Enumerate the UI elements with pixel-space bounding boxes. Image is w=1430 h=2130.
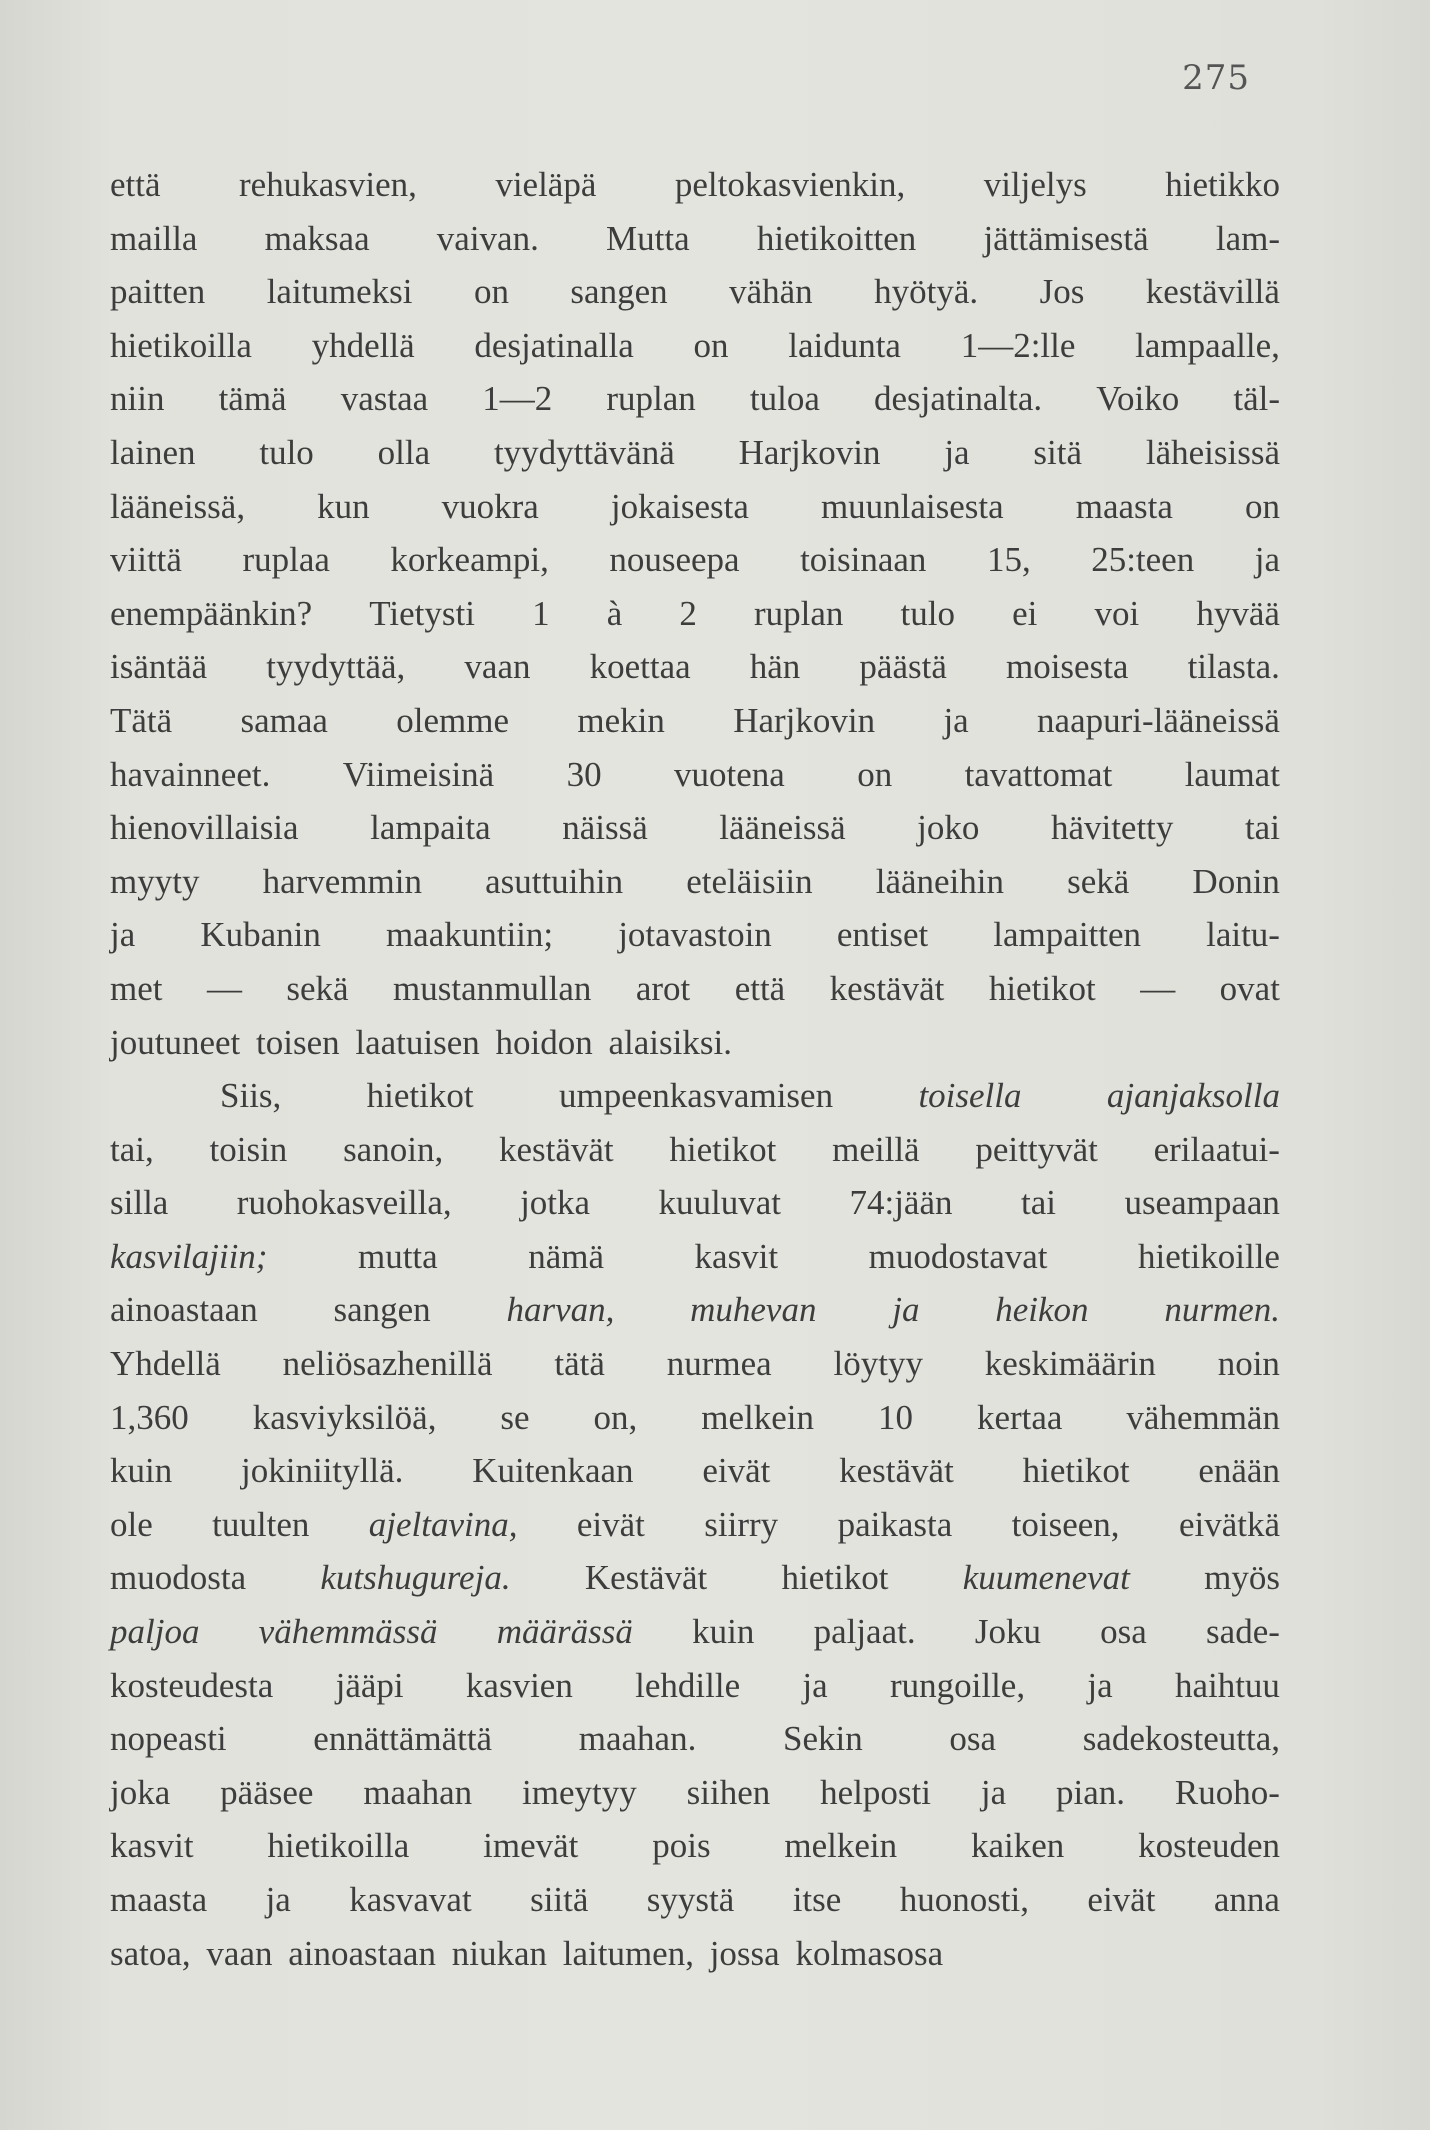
word: eivät: [1087, 1880, 1156, 1919]
word: joko: [917, 808, 980, 848]
word: toisin: [209, 1129, 288, 1169]
word: entiset: [836, 915, 929, 955]
word: pois: [652, 1826, 711, 1866]
word: à: [606, 593, 623, 633]
text-line: [110, 265, 1280, 319]
word: syystä: [646, 1880, 735, 1919]
word: asuttuihin: [485, 861, 624, 901]
word: ja: [1087, 1665, 1113, 1705]
word: ajanjaksolla: [1106, 1076, 1280, 1116]
word: desjatinalta.: [874, 379, 1043, 419]
word: maasta: [110, 1880, 208, 1919]
word: hietikot: [781, 1558, 889, 1598]
word: helposti: [820, 1772, 931, 1812]
word: samaa: [240, 700, 328, 740]
word: 1—2:lle: [960, 325, 1076, 365]
text-line: [110, 426, 1280, 480]
word: ja: [943, 700, 969, 740]
word: —: [1140, 968, 1176, 1008]
word: olemme: [396, 700, 510, 740]
word: harvemmin: [262, 861, 422, 901]
word: paitten: [110, 272, 206, 312]
word: tuloa: [749, 379, 820, 419]
word: useampaan: [1124, 1183, 1280, 1223]
word: ja: [944, 432, 970, 472]
word: tyydyttävänä: [493, 432, 675, 472]
word: vähemmän: [1126, 1397, 1280, 1437]
word: ja: [110, 915, 136, 955]
word: havainneet.: [110, 754, 271, 794]
word: vuotena: [674, 754, 785, 794]
word: ja: [1254, 540, 1280, 580]
text-line: [110, 1016, 1280, 1070]
word: maahan.: [578, 1719, 697, 1759]
word: kosteudesta: [110, 1665, 274, 1705]
word: pääsee: [220, 1772, 314, 1812]
word: ole: [110, 1504, 153, 1544]
word: sitä: [1033, 432, 1083, 472]
word: ruplan: [754, 593, 844, 633]
word: haihtuu: [1174, 1665, 1280, 1705]
word: met: [110, 968, 163, 1008]
word: heikon: [995, 1290, 1089, 1330]
word: jokaisesta: [610, 486, 749, 526]
word: sangen: [570, 272, 668, 312]
word: maksaa: [264, 218, 370, 258]
word: osa: [1100, 1612, 1147, 1652]
word: Sekin: [782, 1719, 863, 1759]
word: että: [734, 968, 786, 1008]
body-text: [110, 158, 1280, 1980]
text-line: [110, 908, 1280, 962]
word: vaan: [206, 1933, 273, 1973]
text-line: [110, 1069, 1280, 1123]
word: vieläpä: [495, 165, 597, 204]
word: Kubanin: [200, 915, 321, 955]
word: kolmasosa: [795, 1933, 944, 1973]
word: hietikoille: [1138, 1236, 1280, 1276]
word: paikasta: [837, 1504, 953, 1544]
word: on: [857, 754, 893, 794]
text-line: [110, 1498, 1280, 1552]
word: joka: [110, 1772, 171, 1812]
word: itse: [792, 1880, 842, 1919]
word: peittyvät: [975, 1129, 1098, 1169]
word: isäntää: [110, 647, 208, 687]
text-line: [110, 962, 1280, 1016]
word: huonosti,: [899, 1880, 1030, 1919]
word: hietikot: [1022, 1451, 1130, 1491]
text-line: [110, 480, 1280, 534]
word: muhevan: [690, 1290, 817, 1330]
word: hienovillaisia: [110, 808, 299, 848]
word: ennättämättä: [313, 1719, 493, 1759]
text-line: [110, 801, 1280, 855]
word: 10: [877, 1397, 913, 1437]
word: ei: [1012, 593, 1038, 633]
word: vastaa: [340, 379, 429, 419]
word: pian.: [1056, 1772, 1126, 1812]
word: jättämisestä: [983, 218, 1149, 258]
word: Kestävät: [584, 1558, 708, 1598]
word: eivät: [576, 1504, 645, 1544]
word: kestävät: [498, 1129, 614, 1169]
word: lainen: [110, 432, 196, 472]
word: silla: [110, 1183, 169, 1223]
word: laidunta: [788, 325, 901, 365]
word: määrässä: [496, 1612, 633, 1652]
text-line: [110, 1391, 1280, 1445]
word: Donin: [1192, 861, 1280, 901]
word: kasvilajiin;: [110, 1236, 268, 1276]
word: lampaita: [370, 808, 491, 848]
word: sanoin,: [343, 1129, 444, 1169]
text-line: [110, 694, 1280, 748]
text-line: [110, 158, 1280, 212]
word: hietikot: [669, 1129, 777, 1169]
word: Viimeisinä: [342, 754, 495, 794]
word: tai: [1020, 1183, 1056, 1223]
word: tyydyttää,: [266, 647, 406, 687]
word: noin: [1217, 1344, 1280, 1384]
word: vaivan.: [436, 218, 539, 258]
text-line: [110, 319, 1280, 373]
word: läheisissä: [1145, 432, 1280, 472]
word: maahan: [363, 1772, 473, 1812]
word: myös: [1204, 1558, 1280, 1598]
word: Harjkovin: [733, 700, 876, 740]
text-line: [110, 1337, 1280, 1391]
word: eteläisiin: [686, 861, 813, 901]
word: siitä: [530, 1880, 589, 1919]
word: rungoille,: [889, 1665, 1026, 1705]
word: ainoastaan: [288, 1933, 436, 1973]
word: vuokra: [441, 486, 539, 526]
word: imevät: [483, 1826, 579, 1866]
word: vähän: [729, 272, 813, 312]
word: että: [110, 165, 161, 204]
word: Jos: [1039, 272, 1085, 312]
word: umpeenkasvamisen: [558, 1076, 834, 1116]
word: siirry: [704, 1504, 779, 1544]
word: anna: [1213, 1880, 1280, 1919]
word: laitumeksi: [266, 272, 413, 312]
word: alaisiksi.: [608, 1022, 732, 1062]
word: niin: [110, 379, 165, 419]
text-line: [110, 212, 1280, 266]
word: Siis,: [220, 1076, 282, 1116]
word: mutta: [357, 1236, 438, 1276]
word: imeytyy: [522, 1772, 637, 1812]
word: keskimäärin: [984, 1344, 1156, 1384]
word: toisinaan: [800, 540, 927, 580]
word: täl-: [1233, 379, 1280, 419]
word: nämä: [528, 1236, 605, 1276]
word: ja: [265, 1880, 291, 1919]
text-line: [110, 1551, 1280, 1605]
word: laatuisen: [355, 1022, 480, 1062]
word: hietikoitten: [756, 218, 917, 258]
word: nurmen.: [1164, 1290, 1280, 1330]
word: kaiken: [970, 1826, 1065, 1866]
word: on,: [593, 1397, 638, 1437]
word: 25:teen: [1091, 540, 1195, 580]
word: kasvit: [694, 1236, 779, 1276]
word: hyötyä.: [874, 272, 979, 312]
word: melkein: [701, 1397, 815, 1437]
word: se: [500, 1397, 530, 1437]
word: 15,: [986, 540, 1031, 580]
word: lampaalle,: [1135, 325, 1280, 365]
word: joutuneet: [110, 1022, 241, 1062]
word: Ruoho-: [1174, 1772, 1280, 1812]
word: Kuitenkaan: [472, 1451, 634, 1491]
word: 1: [532, 593, 550, 633]
word: tulo: [259, 432, 314, 472]
word: siihen: [686, 1772, 771, 1812]
word: eivätkä: [1178, 1504, 1280, 1544]
word: hietikko: [1165, 165, 1280, 204]
word: kasvavat: [349, 1880, 472, 1919]
word: viittä: [110, 540, 182, 580]
word: rehukasvien,: [239, 165, 417, 204]
word: Mutta: [606, 218, 690, 258]
word: muodosta: [110, 1558, 247, 1598]
word: ja: [892, 1290, 920, 1330]
word: muodostavat: [868, 1236, 1048, 1276]
word: tulo: [900, 593, 955, 633]
word: hävitetty: [1050, 808, 1174, 848]
text-line: [110, 1444, 1280, 1498]
word: ja: [980, 1772, 1007, 1812]
word: arot: [635, 968, 691, 1008]
word: toisen: [256, 1022, 340, 1062]
word: kuin: [692, 1612, 755, 1652]
word: ruplan: [606, 379, 696, 419]
word: kuuluvat: [658, 1183, 782, 1223]
text-line: [110, 1123, 1280, 1177]
word: enään: [1198, 1451, 1280, 1491]
text-line: [110, 748, 1280, 802]
word: tuulten: [212, 1504, 310, 1544]
text-line: [110, 1927, 1280, 1981]
word: hyvää: [1196, 593, 1280, 633]
word: muunlaisesta: [820, 486, 1004, 526]
text-line: [110, 1230, 1280, 1284]
word: satoa,: [110, 1933, 191, 1973]
word: ruplaa: [242, 540, 330, 580]
text-line: [110, 1659, 1280, 1713]
word: tai,: [110, 1129, 154, 1169]
word: kuumenevat: [962, 1558, 1130, 1598]
word: 2: [679, 593, 697, 633]
word: sekä: [286, 968, 349, 1008]
word: on: [473, 272, 509, 312]
word: myyty: [110, 861, 200, 901]
word: vähemmässä: [258, 1612, 438, 1652]
word: kestävät: [839, 1451, 954, 1491]
word: voi: [1094, 593, 1140, 633]
word: naapuri-lääneissä: [1037, 700, 1280, 740]
text-line: [110, 372, 1280, 426]
word: Joku: [974, 1612, 1041, 1652]
text-line: [110, 1819, 1280, 1873]
word: ajeltavina,: [368, 1504, 518, 1544]
text-line: [110, 855, 1280, 909]
word: laumat: [1184, 754, 1280, 794]
text-line: [110, 1766, 1280, 1820]
word: sangen: [333, 1290, 431, 1330]
word: 1,360: [110, 1397, 189, 1437]
word: sadekosteutta,: [1082, 1719, 1280, 1759]
word: ja: [802, 1665, 828, 1705]
word: olla: [377, 432, 431, 472]
text-line: [110, 1283, 1280, 1337]
word: sade-: [1206, 1612, 1280, 1652]
word: päästä: [859, 647, 947, 687]
word: yhdellä: [311, 325, 415, 365]
word: maasta: [1075, 486, 1173, 526]
word: jossa: [709, 1933, 780, 1973]
word: lääneissä,: [110, 486, 246, 526]
word: desjatinalla: [474, 325, 634, 365]
word: lampaitten: [993, 915, 1142, 955]
word: on: [693, 325, 729, 365]
word: enempäänkin?: [110, 593, 313, 633]
word: lääneihin: [875, 861, 1004, 901]
word: kestävät: [829, 968, 945, 1008]
word: hietikoilla: [110, 325, 252, 365]
word: hietikoilla: [267, 1826, 410, 1866]
word: kosteuden: [1138, 1826, 1280, 1866]
word: kasvit: [110, 1826, 194, 1866]
text-line: [110, 1712, 1280, 1766]
word: jotavastoin: [618, 915, 772, 955]
word: ainoastaan: [110, 1290, 258, 1330]
word: hoidon: [495, 1022, 593, 1062]
word: kuin: [110, 1451, 173, 1491]
word: Harjkovin: [738, 432, 881, 472]
word: kun: [317, 486, 370, 526]
word: lehdille: [635, 1665, 741, 1705]
word: tämä: [218, 379, 287, 419]
word: kertaa: [976, 1397, 1063, 1437]
word: on: [1244, 486, 1280, 526]
word: jokiniityllä.: [241, 1451, 404, 1491]
word: erilaatui-: [1153, 1129, 1280, 1169]
word: harvan,: [506, 1290, 615, 1330]
word: paljoa: [110, 1612, 200, 1652]
text-line: [110, 533, 1280, 587]
page-number: 275: [1182, 58, 1250, 98]
word: 1—2: [482, 379, 553, 419]
word: paljaat.: [813, 1612, 916, 1652]
word: ruohokasveilla,: [236, 1183, 452, 1223]
word: laitu-: [1206, 915, 1280, 955]
word: hietikot: [366, 1076, 474, 1116]
word: —: [206, 968, 242, 1008]
word: ovat: [1219, 968, 1280, 1008]
word: nopeasti: [110, 1719, 227, 1759]
word: tätä: [554, 1344, 605, 1384]
word: Tätä: [110, 700, 173, 740]
text-line: [110, 640, 1280, 694]
word: toisella: [918, 1076, 1022, 1116]
word: mailla: [110, 218, 198, 258]
word: maakuntiin;: [385, 915, 554, 955]
word: hietikot: [988, 968, 1096, 1008]
word: laitumen,: [562, 1933, 694, 1973]
word: kestävillä: [1145, 272, 1280, 312]
word: tavattomat: [964, 754, 1113, 794]
word: toiseen,: [1011, 1504, 1120, 1544]
word: tai: [1244, 808, 1280, 848]
word: löytyy: [833, 1344, 923, 1384]
word: tilasta.: [1187, 647, 1280, 687]
word: 74:jään: [849, 1183, 953, 1223]
word: nurmea: [666, 1344, 772, 1384]
word: vaan: [464, 647, 531, 687]
word: lam-: [1215, 218, 1280, 258]
word: Yhdellä: [110, 1344, 221, 1384]
word: jääpi: [335, 1665, 404, 1705]
word: sekä: [1067, 861, 1130, 901]
word: osa: [949, 1719, 997, 1759]
word: kutshugureja.: [320, 1558, 511, 1598]
word: Voiko: [1096, 379, 1180, 419]
word: jotka: [520, 1183, 591, 1223]
text-line: [110, 587, 1280, 641]
word: lääneissä: [719, 808, 846, 848]
word: kasviyksilöä,: [252, 1397, 437, 1437]
word: Tietysti: [369, 593, 475, 633]
text-line: [110, 1873, 1280, 1927]
word: koettaa: [589, 647, 691, 687]
word: mekin: [577, 700, 665, 740]
word: moisesta: [1005, 647, 1129, 687]
word: niukan: [451, 1933, 547, 1973]
word: 30: [566, 754, 602, 794]
word: eivät: [702, 1451, 771, 1491]
word: nouseepa: [609, 540, 740, 580]
word: mustanmullan: [393, 968, 592, 1008]
word: hän: [749, 647, 801, 687]
text-line: [110, 1605, 1280, 1659]
word: peltokasvienkin,: [674, 165, 906, 204]
word: korkeampi,: [390, 540, 549, 580]
word: näissä: [562, 808, 648, 848]
word: neliösazhenillä: [282, 1344, 493, 1384]
word: meillä: [832, 1129, 920, 1169]
text-line: [110, 1176, 1280, 1230]
word: melkein: [784, 1826, 898, 1866]
word: viljelys: [983, 165, 1087, 204]
word: kasvien: [465, 1665, 573, 1705]
